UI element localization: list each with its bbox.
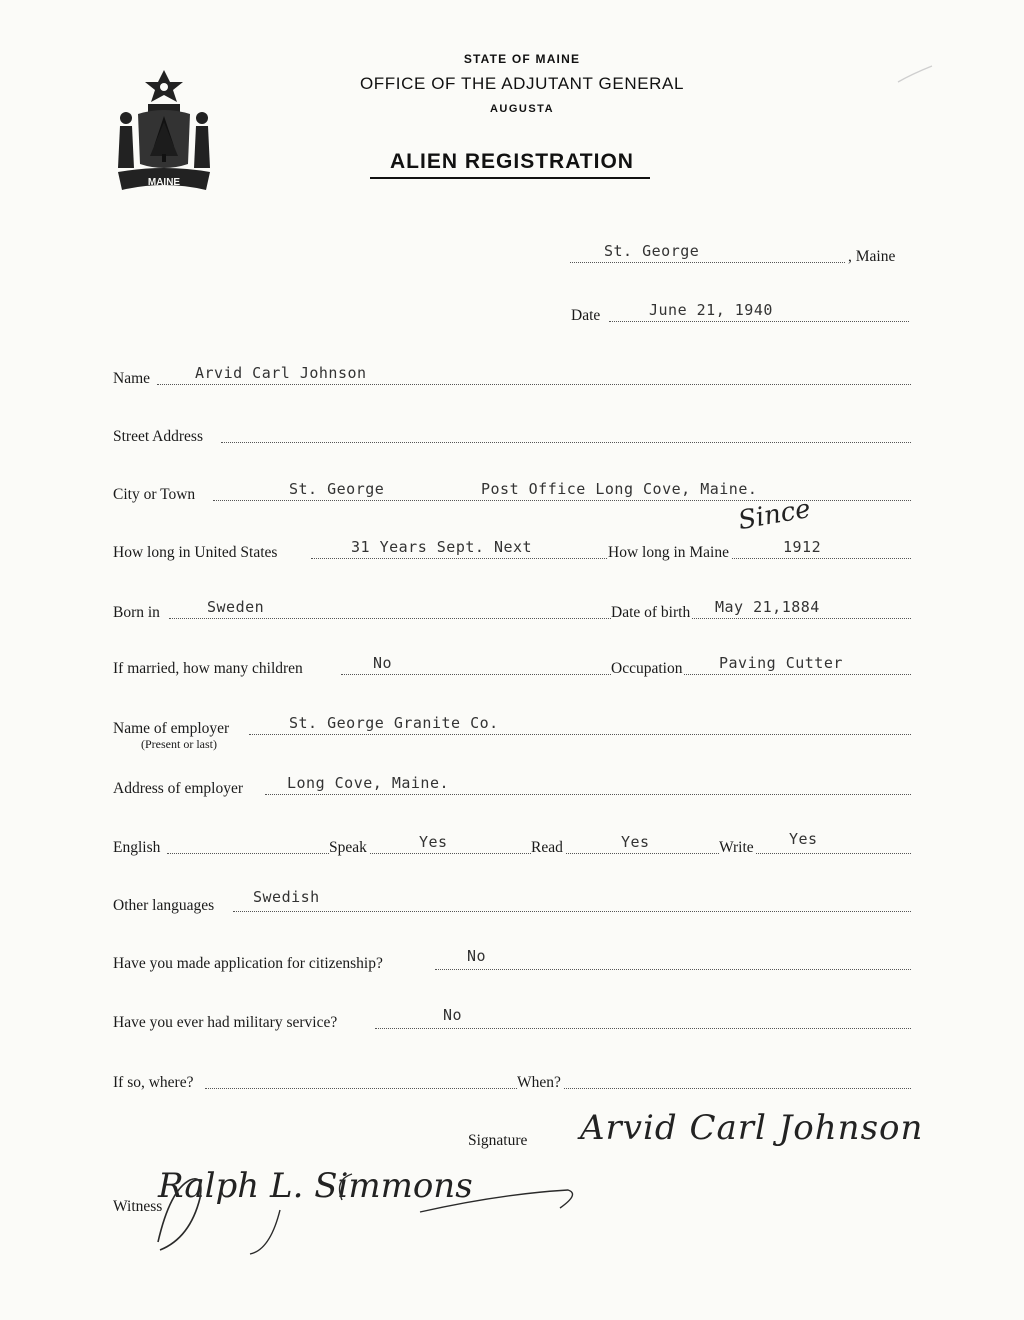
born-value: Sweden [207,598,265,616]
born-label: Born in [113,604,160,621]
employer-label: Name of employer [113,720,230,737]
witness-signature-flourish [120,1150,590,1260]
citizenship-label: Have you made application for citizenship? [113,955,383,972]
date-value: June 21, 1940 [649,301,773,319]
name-label: Name [113,370,151,387]
pencil-check-mark [896,64,936,88]
witness-signature: Ralph L. Simmons [158,1166,473,1206]
english-row [113,831,911,857]
svg-text:MAINE: MAINE [147,177,181,188]
signature-label: Signature [468,1132,528,1149]
place-value: St. George [604,242,700,260]
children-value: No [373,654,393,672]
military-value: No [443,1006,463,1024]
us-duration-label: How long in United States [113,544,278,561]
duration-row [113,536,911,562]
employer-address-row [113,772,911,798]
birth-row [113,596,911,622]
when-label: When? [517,1074,561,1091]
occupation-value: Paving Cutter [719,654,843,672]
maine-duration-value: 1912 [783,538,822,556]
post-office-value: Post Office Long Cove, Maine. [481,480,758,498]
witness-label: Witness [113,1198,163,1215]
place-row [570,240,910,266]
street-row [113,420,911,446]
where-label: If so, where? [113,1074,194,1091]
military-row [113,1006,911,1032]
employer-address-label: Address of employer [113,780,243,797]
us-duration-value: 31 Years Sept. Next [351,538,533,556]
employer-sublabel: (Present or last) [141,737,217,751]
office-heading: OFFICE OF THE ADJUTANT GENERAL [359,74,685,93]
employer-row [113,712,911,738]
form-title: ALIEN REGISTRATION [390,150,634,173]
military-label: Have you ever had military service? [113,1014,338,1031]
languages-value: Swedish [253,888,320,906]
citizenship-row [113,947,911,973]
dob-value: May 21,1884 [715,598,820,616]
citizenship-value: No [467,947,487,965]
children-label: If married, how many children [113,660,303,677]
speak-label: Speak [329,839,367,856]
employer-value: St. George Granite Co. [289,714,499,732]
name-value: Arvid Carl Johnson [195,364,367,382]
date-label: Date [571,307,601,324]
read-value: Yes [621,833,650,851]
place-suffix: , Maine [848,248,896,265]
title-underline [370,177,650,179]
street-label: Street Address [113,428,203,445]
city-heading: AUGUSTA [489,103,555,115]
employer-address-value: Long Cove, Maine. [287,774,450,792]
read-label: Read [531,839,563,856]
signature-row [468,1124,588,1150]
date-row [571,299,911,325]
city-town-value: St. George [289,480,385,498]
signature-value: Arvid Carl Johnson [580,1108,924,1148]
dob-label: Date of birth [611,604,691,621]
children-row [113,652,911,678]
occupation-label: Occupation [611,660,683,677]
state-heading: STATE OF MAINE [463,52,581,66]
languages-row [113,889,911,915]
english-label: English [113,839,161,856]
maine-duration-label: How long in Maine [608,544,729,561]
since-handwriting: Since [735,493,813,537]
speak-value: Yes [419,833,448,851]
write-value: Yes [789,830,818,848]
write-label: Write [719,839,754,856]
name-row [113,362,911,388]
languages-label: Other languages [113,897,215,914]
city-town-label: City or Town [113,486,196,503]
where-row [113,1066,911,1092]
